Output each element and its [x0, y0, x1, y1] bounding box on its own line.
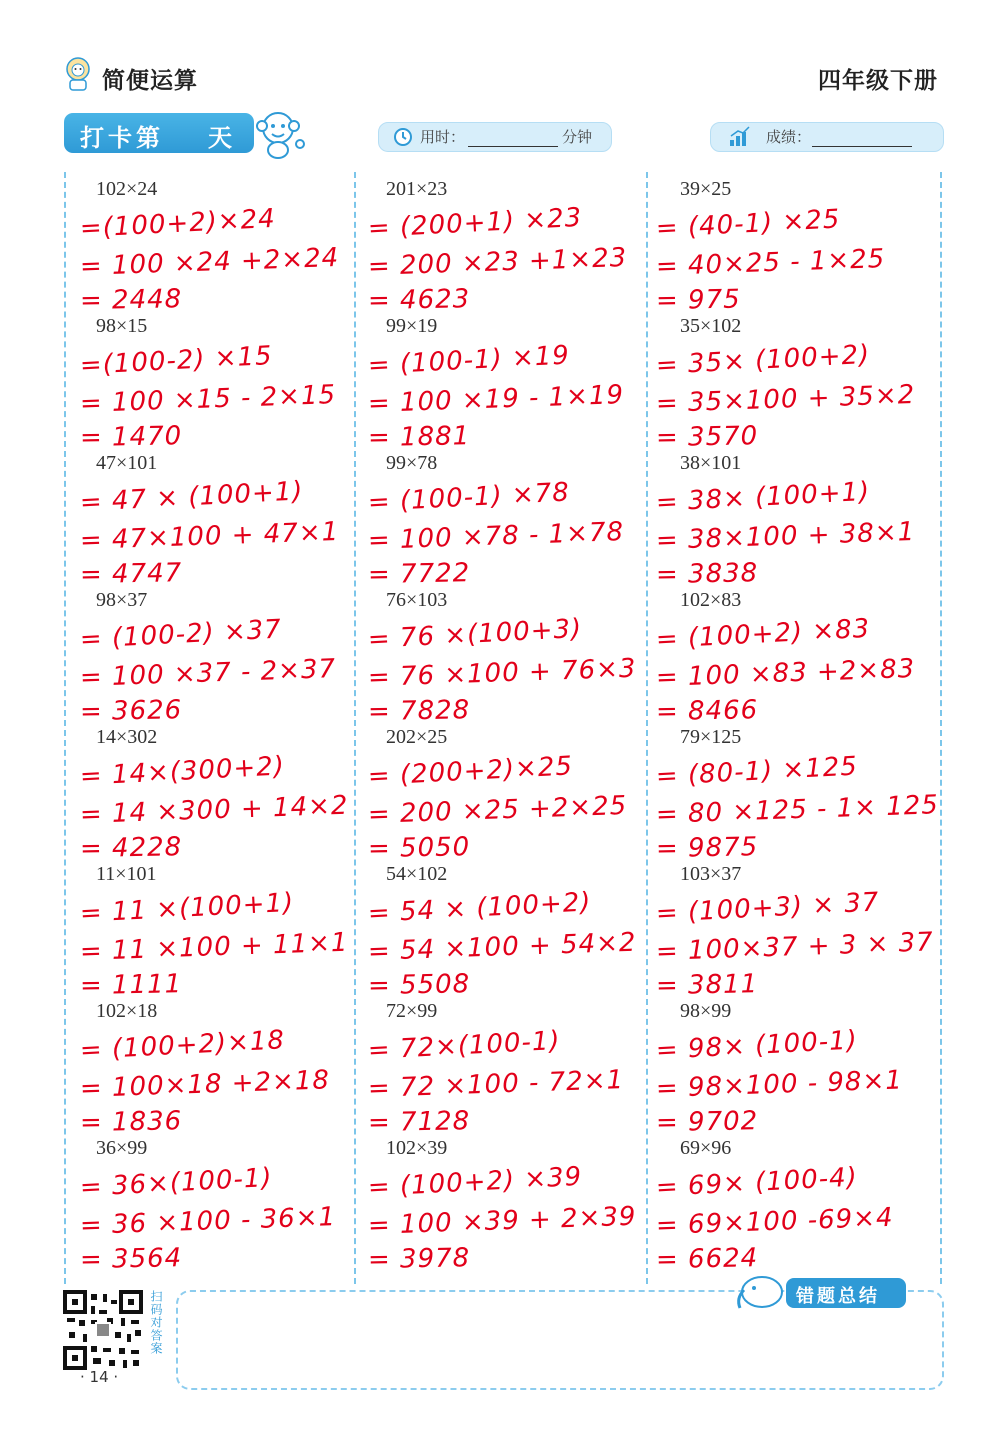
time-unit: 分钟 — [562, 128, 593, 146]
handwritten-answer-line: =(100+2)×24 — [79, 203, 277, 244]
handwritten-answer-line: = 1111 — [79, 969, 183, 1001]
problem-expression: 35×102 — [680, 315, 742, 337]
page-number: · 14 · — [80, 1368, 119, 1386]
handwritten-answer-line: = 47×100 + 47×1 — [79, 516, 340, 556]
page-title: 简便运算 — [102, 68, 198, 94]
handwritten-answer-line: = 54 × (100+2) — [367, 887, 593, 929]
elephant-icon — [730, 1268, 790, 1312]
time-input-line[interactable] — [468, 146, 558, 147]
problem-expression: 76×103 — [386, 589, 448, 611]
handwritten-answer-line: = 72×(100-1) — [367, 1025, 562, 1066]
handwritten-answer-line: = 7128 — [367, 1106, 471, 1138]
handwritten-answer-line: = (40-1) ×25 — [655, 204, 842, 244]
handwritten-answer-line: = 35×100 + 35×2 — [655, 379, 916, 419]
monkey-mascot-icon — [252, 106, 308, 160]
problem-expression: 69×96 — [680, 1137, 732, 1159]
handwritten-answer-line: = 8466 — [655, 695, 759, 727]
handwritten-answer-line: = 35× (100+2) — [655, 339, 871, 381]
problem-expression: 98×15 — [96, 315, 148, 337]
handwritten-answer-line: = 100 ×37 - 2×37 — [79, 654, 337, 693]
problem-expression: 102×39 — [386, 1137, 448, 1159]
problem-expression: 98×37 — [96, 589, 148, 611]
column-divider — [64, 172, 66, 1284]
handwritten-answer-line: = (100-1) ×78 — [367, 477, 571, 518]
handwritten-answer-line: = (200+1) ×23 — [367, 202, 583, 244]
checkin-label: 打卡第 — [80, 124, 164, 152]
grade-label: 四年级下册 — [818, 68, 938, 94]
score-label: 成绩： — [766, 128, 812, 146]
handwritten-answer-line: = 100 ×39 + 2×39 — [367, 1201, 637, 1241]
handwritten-answer-line: = 4747 — [79, 558, 183, 590]
handwritten-answer-line: = 100×18 +2×18 — [79, 1065, 331, 1104]
handwritten-answer-line: = 14 ×300 + 14×2 — [79, 790, 349, 830]
clock-icon — [392, 125, 414, 147]
handwritten-answer-line: = 3811 — [655, 969, 759, 1001]
handwritten-answer-line: = (80-1) ×125 — [655, 751, 859, 792]
handwritten-answer-line: = 76 ×100 + 76×3 — [367, 653, 637, 693]
handwritten-answer-line: = 100×37 + 3 × 37 — [655, 927, 935, 967]
handwritten-answer-line: = 72 ×100 - 72×1 — [367, 1065, 625, 1104]
handwritten-answer-line: = 11 ×(100+1) — [79, 887, 295, 929]
handwritten-answer-line: = 3978 — [367, 1243, 471, 1275]
handwritten-answer-line: = (100+2) ×39 — [367, 1161, 583, 1203]
handwritten-answer-line: = 4623 — [367, 284, 471, 316]
handwritten-answer-line: = 3626 — [79, 695, 183, 727]
handwritten-answer-line: = 5050 — [367, 832, 471, 864]
problem-expression: 202×25 — [386, 726, 448, 748]
problem-expression: 36×99 — [96, 1137, 148, 1159]
handwritten-answer-line: = 6624 — [655, 1243, 759, 1275]
handwritten-answer-line: = 4228 — [79, 832, 183, 864]
problem-expression: 14×302 — [96, 726, 158, 748]
lion-logo-icon — [62, 56, 94, 92]
handwritten-answer-line: = 47 × (100+1) — [79, 476, 305, 518]
handwritten-answer-line: = 5508 — [367, 969, 471, 1001]
handwritten-answer-line: = 69×100 -69×4 — [655, 1202, 894, 1241]
qr-code-icon[interactable] — [63, 1290, 143, 1370]
handwritten-answer-line: = 3564 — [79, 1243, 183, 1275]
handwritten-answer-line: = 1836 — [79, 1106, 183, 1138]
bar-chart-icon — [728, 124, 752, 148]
handwritten-answer-line: = 38×100 + 38×1 — [655, 516, 916, 556]
handwritten-answer-line: = 3838 — [655, 558, 759, 590]
handwritten-answer-line: = (100-2) ×37 — [79, 614, 283, 655]
handwritten-answer-line: = 2448 — [79, 284, 183, 316]
problem-expression: 79×125 — [680, 726, 742, 748]
qr-caption: 扫码对答案 — [149, 1290, 163, 1355]
problem-expression: 201×23 — [386, 178, 448, 200]
problem-expression: 99×78 — [386, 452, 438, 474]
problem-expression: 11×101 — [96, 863, 157, 885]
handwritten-answer-line: = 36 ×100 - 36×1 — [79, 1202, 337, 1241]
handwritten-answer-line: = 14×(300+2) — [79, 751, 286, 792]
handwritten-answer-line: = 9702 — [655, 1106, 759, 1138]
handwritten-answer-line: = (100+2)×18 — [79, 1025, 286, 1066]
problem-expression: 72×99 — [386, 1000, 438, 1022]
column-divider — [646, 172, 648, 1284]
handwritten-answer-line: = 38× (100+1) — [655, 476, 871, 518]
handwritten-answer-line: = (100+3) × 37 — [655, 887, 881, 929]
handwritten-answer-line: = 9875 — [655, 832, 759, 864]
score-input-line[interactable] — [812, 146, 912, 147]
handwritten-answer-line: = 69× (100-4) — [655, 1162, 859, 1203]
problem-expression: 99×19 — [386, 315, 438, 337]
column-divider — [940, 172, 942, 1284]
handwritten-answer-line: = 100 ×83 +2×83 — [655, 653, 916, 693]
handwritten-answer-line: = 1881 — [367, 421, 471, 453]
handwritten-answer-line: = 98×100 - 98×1 — [655, 1065, 904, 1104]
problem-expression: 38×101 — [680, 452, 742, 474]
problem-expression: 47×101 — [96, 452, 158, 474]
handwritten-answer-line: = 100 ×19 - 1×19 — [367, 380, 625, 419]
handwritten-answer-line: = 100 ×78 - 1×78 — [367, 517, 625, 556]
problem-expression: 102×18 — [96, 1000, 158, 1022]
handwritten-answer-line: = 40×25 - 1×25 — [655, 244, 886, 282]
handwritten-answer-line: = 3570 — [655, 421, 759, 453]
handwritten-answer-line: = 54 ×100 + 54×2 — [367, 927, 637, 967]
problem-expression: 102×83 — [680, 589, 742, 611]
handwritten-answer-line: = (100-1) ×19 — [367, 340, 571, 381]
handwritten-answer-line: = 1470 — [79, 421, 183, 453]
time-label: 用时： — [420, 128, 466, 146]
handwritten-answer-line: = (200+2)×25 — [367, 751, 574, 792]
checkin-day-label: 天 — [208, 124, 232, 152]
handwritten-answer-line: = 98× (100-1) — [655, 1025, 859, 1066]
handwritten-answer-line: = 11 ×100 + 11×1 — [79, 927, 349, 967]
handwritten-answer-line: = 7722 — [367, 558, 471, 590]
error-summary-label: 错题总结 — [796, 1286, 880, 1307]
problem-expression: 103×37 — [680, 863, 742, 885]
problem-expression: 102×24 — [96, 178, 158, 200]
handwritten-answer-line: = (100+2) ×83 — [655, 613, 871, 655]
handwritten-answer-line: = 975 — [655, 284, 741, 316]
handwritten-answer-line: = 100 ×24 +2×24 — [79, 242, 340, 282]
handwritten-answer-line: =(100-2) ×15 — [79, 340, 274, 381]
handwritten-answer-line: = 200 ×25 +2×25 — [367, 790, 628, 830]
handwritten-answer-line: = 200 ×23 +1×23 — [367, 242, 628, 282]
handwritten-answer-line: = 7828 — [367, 695, 471, 727]
handwritten-answer-line: = 80 ×125 - 1× 125 — [655, 790, 940, 830]
problem-expression: 39×25 — [680, 178, 732, 200]
handwritten-answer-line: = 36×(100-1) — [79, 1162, 274, 1203]
handwritten-answer-line: = 76 ×(100+3) — [367, 613, 583, 655]
column-divider — [354, 172, 356, 1284]
problem-expression: 98×99 — [680, 1000, 732, 1022]
problem-expression: 54×102 — [386, 863, 448, 885]
handwritten-answer-line: = 100 ×15 - 2×15 — [79, 380, 337, 419]
